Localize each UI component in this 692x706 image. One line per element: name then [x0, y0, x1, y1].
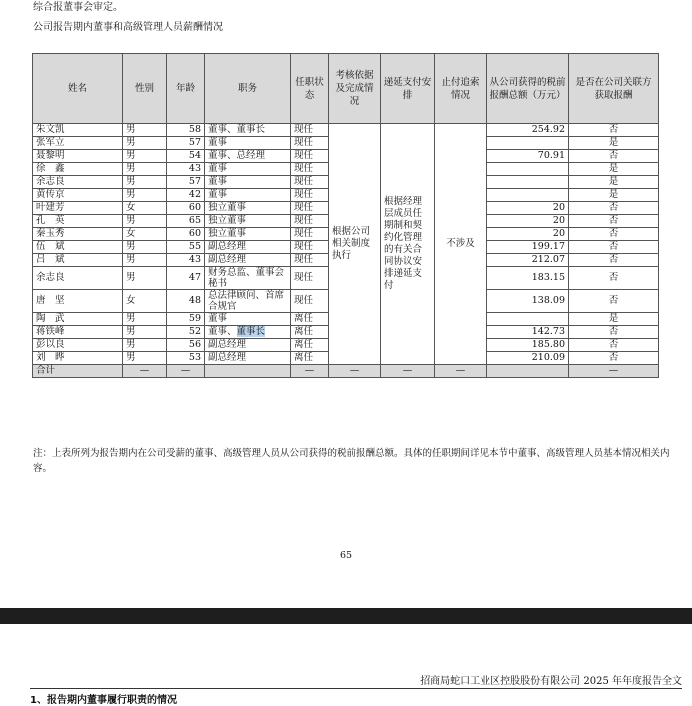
total-row [33, 365, 659, 378]
cell-pay [487, 176, 569, 189]
page-separator [0, 608, 692, 624]
cell-gender: 男 [123, 313, 167, 326]
cell-position: 独立董事 [205, 228, 291, 241]
header-clawback: 止付追索情况 [435, 54, 487, 124]
cell-name: 余志良 [33, 176, 123, 189]
cell-related: 否 [569, 150, 659, 163]
cell-related: 否 [569, 202, 659, 215]
cell-position: 董事 [205, 176, 291, 189]
cell-age: 65 [167, 215, 205, 228]
cell-related: 是 [569, 137, 659, 150]
cell-pay: 199.17 [487, 241, 569, 254]
total-deferred: — [381, 365, 435, 378]
cell-pay: 254.92 [487, 124, 569, 137]
cell-gender: 男 [123, 241, 167, 254]
cell-gender: 女 [123, 202, 167, 215]
cell-gender: 男 [123, 176, 167, 189]
cell-pay [487, 163, 569, 176]
selected-text-highlight[interactable]: 董事长 [236, 326, 266, 337]
cell-gender: 男 [123, 339, 167, 352]
header-name: 姓名 [33, 54, 123, 124]
cell-age: 56 [167, 339, 205, 352]
cell-related: 否 [569, 124, 659, 137]
header-age: 年龄 [167, 54, 205, 124]
cell-age: 55 [167, 241, 205, 254]
cell-pay: 138.09 [487, 290, 569, 313]
cell-status: 现任 [291, 267, 329, 290]
cell-position: 董事 [205, 163, 291, 176]
cell-name: 朱文凯 [33, 124, 123, 137]
cell-age: 57 [167, 137, 205, 150]
header-status: 任职状态 [291, 54, 329, 124]
cell-name: 张军立 [33, 137, 123, 150]
cell-position: 独立董事 [205, 202, 291, 215]
cell-name: 聂黎明 [33, 150, 123, 163]
header-rule [30, 688, 682, 689]
cell-pay: 20 [487, 202, 569, 215]
cell-related: 否 [569, 215, 659, 228]
cell-pay: 20 [487, 228, 569, 241]
cell-related: 是 [569, 189, 659, 202]
total-assessment: — [329, 365, 381, 378]
cell-position: 董事 [205, 313, 291, 326]
cell-age: 60 [167, 202, 205, 215]
cell-position: 董事 [205, 137, 291, 150]
cell-age: 43 [167, 254, 205, 267]
cell-position: 副总经理 [205, 339, 291, 352]
cell-name: 徐 鑫 [33, 163, 123, 176]
cell-related: 否 [569, 254, 659, 267]
cell-name: 陶 武 [33, 313, 123, 326]
cell-position: 总法律顾问、首席合规官 [205, 290, 291, 313]
cell-status: 现任 [291, 290, 329, 313]
cell-status: 现任 [291, 163, 329, 176]
cell-pay [487, 313, 569, 326]
cell-pay: 70.91 [487, 150, 569, 163]
cell-age: 42 [167, 189, 205, 202]
cell-position: 副总经理 [205, 241, 291, 254]
cell-name: 蒋铁峰 [33, 326, 123, 339]
cell-position [205, 326, 291, 339]
cell-age: 59 [167, 313, 205, 326]
cell-status: 现任 [291, 254, 329, 267]
cell-pay: 212.07 [487, 254, 569, 267]
table-header-row [33, 54, 659, 124]
cell-related: 否 [569, 228, 659, 241]
cell-status: 现任 [291, 137, 329, 150]
cell-gender: 男 [123, 163, 167, 176]
cell-status: 现任 [291, 228, 329, 241]
cell-age: 52 [167, 326, 205, 339]
header-related: 是否在公司关联方获取报酬 [569, 54, 659, 124]
cell-name: 唐 坚 [33, 290, 123, 313]
cell-status: 现任 [291, 176, 329, 189]
cell-status: 现任 [291, 189, 329, 202]
cell-pay: 183.15 [487, 267, 569, 290]
cell-status: 离任 [291, 352, 329, 365]
total-position [205, 365, 291, 378]
cell-name: 吕 斌 [33, 254, 123, 267]
cell-related: 是 [569, 313, 659, 326]
cell-name: 刘 晔 [33, 352, 123, 365]
cell-pay: 185.80 [487, 339, 569, 352]
cell-status: 现任 [291, 150, 329, 163]
cell-status: 现任 [291, 241, 329, 254]
cell-age: 53 [167, 352, 205, 365]
cell-age: 54 [167, 150, 205, 163]
cell-gender: 男 [123, 254, 167, 267]
page-number: 65 [339, 550, 353, 561]
cell-status: 离任 [291, 313, 329, 326]
cell-position: 副总经理 [205, 254, 291, 267]
header-deferred: 递延支付安排 [381, 54, 435, 124]
total-age: — [167, 365, 205, 378]
cell-gender: 男 [123, 326, 167, 339]
intro-line: 综合报董事会审定。 [33, 2, 123, 13]
cell-name: 彭以良 [33, 339, 123, 352]
merged-deferred: 根据经理层成员任期制和契约化管理的有关合同协议安排递延支付 [381, 124, 435, 365]
cell-gender: 男 [123, 137, 167, 150]
cell-pay: 142.73 [487, 326, 569, 339]
table-note: 注：上表所列为报告期内在公司受薪的董事、高级管理人员从公司获得的税前报酬总额。具体的任职期间详见本节中董事、高级管理人员基本情况相关内容。 [33, 448, 670, 474]
position-part: 董事、 [208, 326, 237, 337]
cell-pay: 20 [487, 215, 569, 228]
cell-pay: 210.09 [487, 352, 569, 365]
cell-gender: 男 [123, 352, 167, 365]
cell-related: 否 [569, 290, 659, 313]
total-clawback: — [435, 365, 487, 378]
cell-gender: 男 [123, 215, 167, 228]
cell-gender: 女 [123, 290, 167, 313]
cell-status: 现任 [291, 124, 329, 137]
cell-name: 叶建芳 [33, 202, 123, 215]
cell-position: 财务总监、董事会秘书 [205, 267, 291, 290]
cell-age: 58 [167, 124, 205, 137]
next-section-heading: 1、报告期内董事履行职责的情况 [30, 695, 177, 706]
cell-position: 副总经理 [205, 352, 291, 365]
cell-gender: 女 [123, 228, 167, 241]
table-row [33, 124, 659, 137]
cell-age: 43 [167, 163, 205, 176]
compensation-table [32, 53, 659, 378]
cell-age: 48 [167, 290, 205, 313]
total-pay [487, 365, 569, 378]
cell-position: 董事 [205, 189, 291, 202]
cell-related: 否 [569, 339, 659, 352]
header-position: 职务 [205, 54, 291, 124]
cell-related: 否 [569, 267, 659, 290]
cell-pay [487, 137, 569, 150]
cell-name: 黄传京 [33, 189, 123, 202]
next-page [0, 624, 692, 706]
cell-position: 独立董事 [205, 215, 291, 228]
cell-gender: 男 [123, 124, 167, 137]
cell-related: 是 [569, 176, 659, 189]
cell-status: 离任 [291, 326, 329, 339]
total-gender: — [123, 365, 167, 378]
cell-status: 现任 [291, 215, 329, 228]
cell-name: 余志良 [33, 267, 123, 290]
cell-related: 否 [569, 352, 659, 365]
cell-age: 47 [167, 267, 205, 290]
cell-age: 57 [167, 176, 205, 189]
header-assessment: 考核依据及完成情况 [329, 54, 381, 124]
table-caption: 公司报告期内董事和高级管理人员薪酬情况 [33, 22, 223, 33]
total-related: — [569, 365, 659, 378]
cell-gender: 男 [123, 150, 167, 163]
header-pay: 从公司获得的税前报酬总额（万元） [487, 54, 569, 124]
cell-name: 秦玉秀 [33, 228, 123, 241]
merged-clawback: 不涉及 [435, 124, 487, 365]
cell-related: 是 [569, 163, 659, 176]
cell-position: 董事、总经理 [205, 150, 291, 163]
total-status: — [291, 365, 329, 378]
total-label: 合计 [33, 365, 123, 378]
cell-position: 董事、董事长 [205, 124, 291, 137]
cell-name: 伍 斌 [33, 241, 123, 254]
cell-gender: 男 [123, 189, 167, 202]
cell-status: 现任 [291, 202, 329, 215]
running-header: 招商局蛇口工业区控股股份有限公司 2025 年年度报告全文 [420, 676, 682, 687]
header-gender: 性别 [123, 54, 167, 124]
cell-pay [487, 189, 569, 202]
cell-related: 否 [569, 326, 659, 339]
cell-status: 离任 [291, 339, 329, 352]
cell-age: 60 [167, 228, 205, 241]
merged-assessment: 根据公司相关制度执行 [329, 124, 381, 365]
cell-gender: 男 [123, 267, 167, 290]
cell-related: 否 [569, 241, 659, 254]
cell-name: 孔 英 [33, 215, 123, 228]
